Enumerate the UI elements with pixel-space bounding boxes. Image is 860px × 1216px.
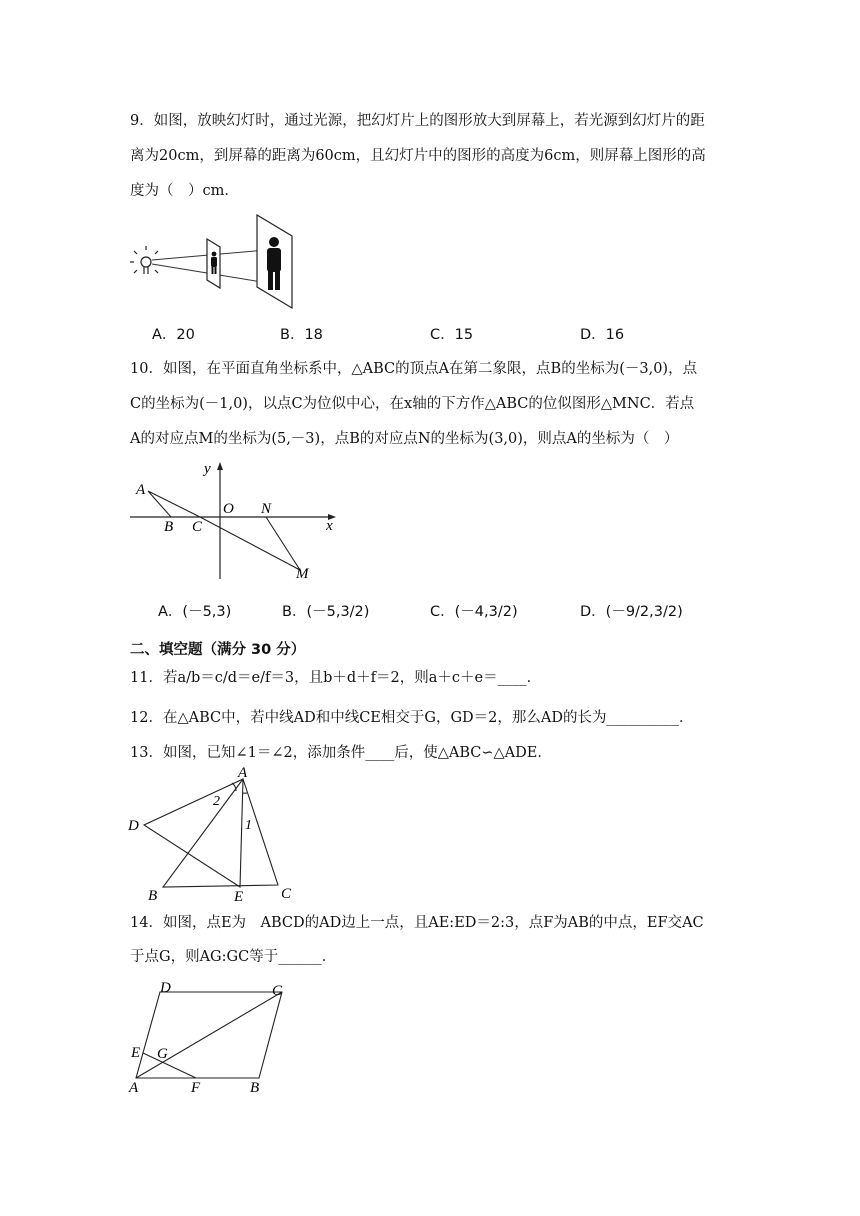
para-label-e: E	[131, 1045, 141, 1061]
angle-2-label: 2	[213, 794, 220, 809]
coordinate-figure	[126, 457, 346, 582]
para-label-a: A	[129, 1080, 139, 1096]
angle-1-label: 1	[245, 818, 252, 833]
label-b: B	[164, 519, 174, 535]
label-a: A	[136, 482, 146, 498]
q10-line-3: A的对应点M的坐标为(5,－3)，点B的对应点N的坐标为(3,0)，则点A的坐标为（ ）	[130, 431, 679, 447]
label-c: C	[192, 519, 203, 535]
similar-triangles-figure	[126, 765, 296, 902]
section-2-heading: 二、填空题（满分 30 分）	[130, 642, 306, 658]
tri-label-b: B	[148, 888, 158, 902]
q10-option-c[interactable]: C．(－4,3/2)	[430, 604, 518, 620]
q9-line-1: 9．如图，放映幻灯时，通过光源，把幻灯片上的图形放大到屏幕上，若光源到幻灯片的距	[130, 113, 705, 129]
projector-figure	[126, 212, 296, 312]
label-n: N	[261, 501, 272, 517]
para-label-g: G	[157, 1046, 168, 1062]
para-label-b: B	[250, 1080, 260, 1096]
q9-option-a[interactable]: A．20	[152, 327, 195, 343]
q10-option-d[interactable]: D．(－9/2,3/2)	[580, 604, 683, 620]
para-label-d: D	[160, 980, 171, 996]
q9-line-2: 离为20cm，到屏幕的距离为60cm，且幻灯片中的图形的高度为6cm，则屏幕上图形的高	[130, 148, 706, 164]
tri-label-e: E	[234, 889, 244, 902]
q14-line-1: 14．如图，点E为 ABCD的AD边上一点，且AE:ED＝2:3，点F为AB的中点，EF交AC	[130, 915, 704, 931]
q13-text: 13．如图，已知∠1＝∠2，添加条件____后，使△ABC∽△ADE．	[130, 745, 552, 761]
q9-option-c[interactable]: C．15	[430, 327, 474, 343]
q9-option-d[interactable]: D．16	[580, 327, 625, 343]
q9-line-3: 度为（ ）cm．	[130, 183, 239, 199]
tri-label-d: D	[128, 818, 139, 834]
q11-text: 11．若a/b＝c/d＝e/f＝3，且b＋d＋f＝2，则a＋c＋e＝____．	[130, 670, 542, 686]
q10-line-1: 10．如图，在平面直角坐标系中，△ABC的顶点A在第二象限，点B的坐标为(－3,0)，点	[130, 361, 698, 377]
q9-option-b[interactable]: B．18	[280, 327, 323, 343]
label-y: y	[204, 461, 211, 477]
label-m: M	[296, 566, 309, 582]
q10-option-b[interactable]: B．(－5,3/2)	[282, 604, 370, 620]
para-label-c: C	[272, 983, 283, 999]
q10-option-a[interactable]: A．(－5,3)	[158, 604, 232, 620]
tri-label-c: C	[281, 886, 292, 902]
para-label-f: F	[191, 1080, 201, 1096]
label-o: O	[223, 501, 234, 517]
tri-label-a: A	[238, 765, 248, 781]
q14-line-2: 于点G，则AG:GC等于______．	[130, 949, 337, 965]
q10-line-2: C的坐标为(－1,0)，以点C为位似中心，在x轴的下方作△ABC的位似图形△MNC．若点	[130, 396, 695, 412]
q12-text: 12．在△ABC中，若中线AD和中线CE相交于G，GD＝2，那么AD的长为__________．	[130, 710, 694, 726]
label-x: x	[326, 518, 333, 534]
parallelogram-figure	[126, 978, 296, 1098]
